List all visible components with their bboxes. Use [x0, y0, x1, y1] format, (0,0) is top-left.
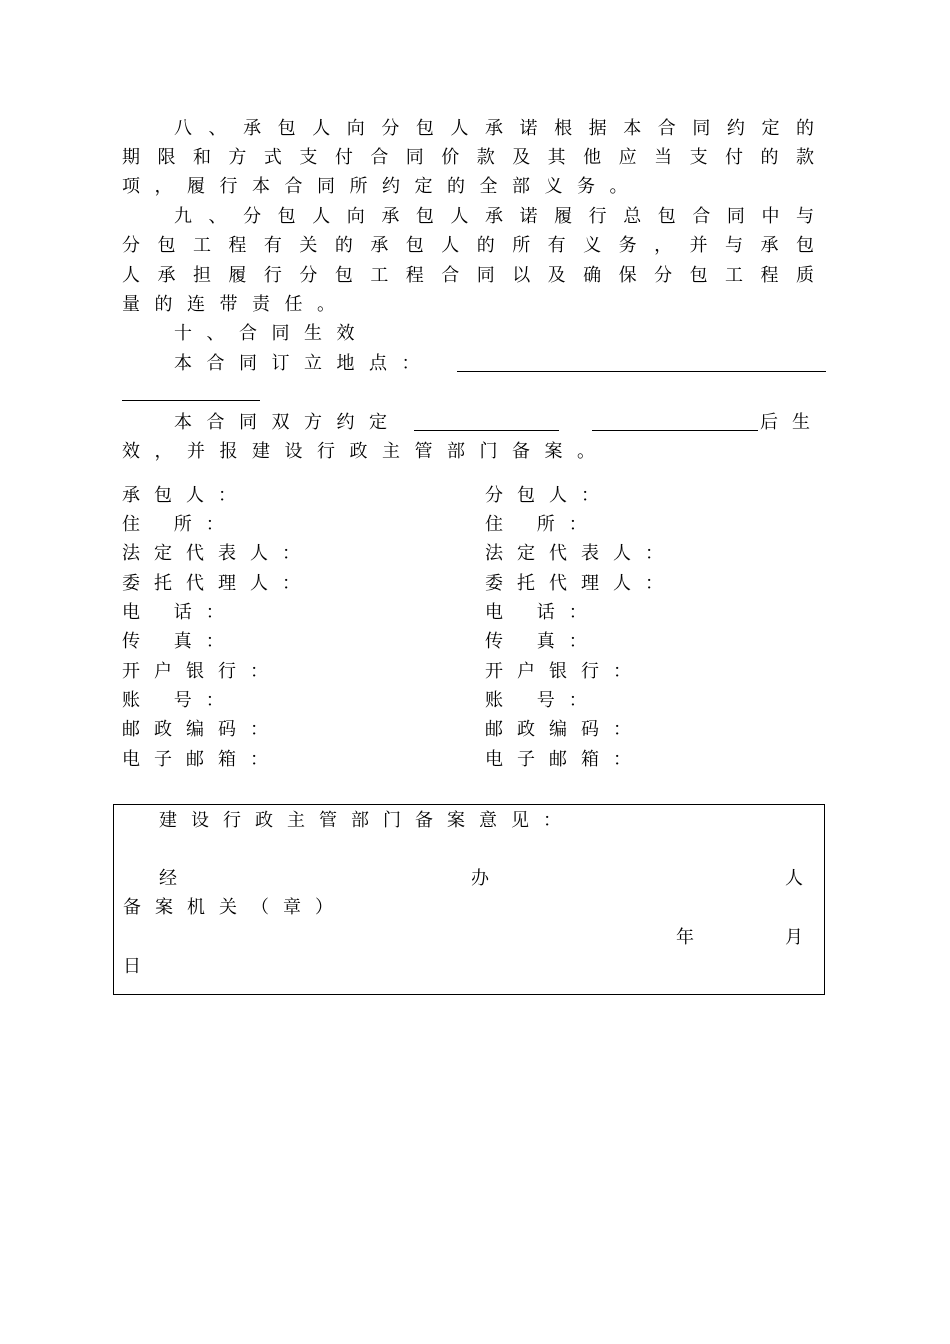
clause-nine-line-2: 分包工程有关的承包人的所有义务，并与承包 — [122, 235, 814, 256]
date-month-label: 月 — [785, 927, 817, 948]
effective-label: 本合同双方约定 — [174, 412, 402, 433]
effective-blank-1[interactable] — [414, 411, 559, 431]
contract-place-label: 本合同订立地点： — [174, 353, 434, 374]
clause-eight-line-1: 八、承包人向分包人承诺根据本合同约定的 — [174, 118, 814, 139]
subcontractor-account: 账 号： — [485, 690, 601, 711]
clause-nine-line-3: 人承担履行分包工程合同以及确保分包工程质 — [122, 265, 814, 286]
filing-opinion-title: 建设行政主管部门备案意见： — [159, 810, 575, 831]
subcontractor-phone: 电 话： — [485, 602, 601, 623]
contractor-email: 电子邮箱： — [122, 749, 282, 770]
subcontractor-agent: 委托代理人： — [485, 573, 677, 594]
clause-eight-line-3: 项，履行本合同所约定的全部义务。 — [122, 176, 642, 197]
subcontractor-address: 住 所： — [485, 514, 601, 535]
date-year-label: 年 — [676, 927, 708, 948]
handler-label-char-3: 人 — [785, 868, 817, 889]
clause-ten-title: 十、合同生效 — [174, 323, 369, 344]
contractor-phone: 电 话： — [122, 602, 238, 623]
contract-place-blank[interactable] — [457, 352, 826, 372]
effective-suffix: 后生 — [760, 412, 824, 433]
effective-row — [174, 411, 824, 435]
clause-nine-line-4: 量的连带责任。 — [122, 294, 350, 315]
effective-blank-2[interactable] — [592, 411, 758, 431]
date-day-label: 日 — [123, 956, 155, 977]
subcontractor-postcode: 邮政编码： — [485, 719, 645, 740]
contractor-fax: 传 真： — [122, 631, 238, 652]
filing-opinion-box — [113, 804, 825, 995]
filing-agency-seal: 备案机关（章） — [123, 897, 347, 918]
contractor-agent: 委托代理人： — [122, 573, 314, 594]
subcontractor-fax: 传 真： — [485, 631, 601, 652]
contractor-legal-rep: 法定代表人： — [122, 543, 314, 564]
handler-label-char-1: 经 — [159, 868, 191, 889]
subcontractor-legal-rep: 法定代表人： — [485, 543, 677, 564]
contractor-title: 承包人： — [122, 485, 250, 506]
subcontractor-bank: 开户银行： — [485, 661, 645, 682]
contractor-address: 住 所： — [122, 514, 238, 535]
subcontractor-title: 分包人： — [485, 485, 613, 506]
clause-nine-line-1: 九、分包人向承包人承诺履行总包合同中与 — [174, 206, 814, 227]
contract-place-blank-continued[interactable] — [122, 381, 260, 401]
contractor-bank: 开户银行： — [122, 661, 282, 682]
contract-place-row — [174, 352, 826, 376]
handler-label-char-2: 办 — [471, 868, 503, 889]
contractor-account: 账 号： — [122, 690, 238, 711]
effective-line-2: 效，并报建设行政主管部门备案。 — [122, 441, 610, 462]
clause-eight-line-2: 期限和方式支付合同价款及其他应当支付的款 — [122, 147, 814, 168]
subcontractor-email: 电子邮箱： — [485, 749, 645, 770]
contractor-postcode: 邮政编码： — [122, 719, 282, 740]
